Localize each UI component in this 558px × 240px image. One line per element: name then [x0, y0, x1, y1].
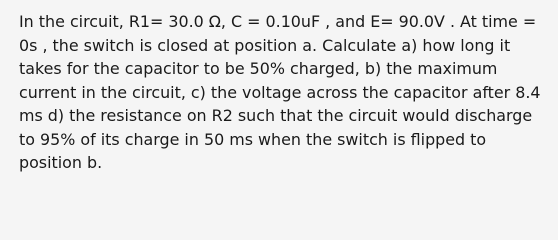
question-line: to 95% of its charge in 50 ms when the switch is flipped to: [19, 129, 487, 149]
question-line: position b.: [19, 153, 103, 172]
question-line: current in the circuit, c) the voltage across the capacitor after 8.4: [19, 82, 541, 102]
question-line: takes for the capacitor to be 50% charged, b) the maximum: [19, 59, 498, 78]
question-line: ms d) the resistance on R2 such that the circuit would discharge: [19, 106, 533, 125]
question-text: [19, 10, 549, 175]
question-line: In the circuit, R1= 30.0 Ω, C = 0.10uF , and E= 90.0V . At time =: [19, 12, 537, 31]
question-line: 0s , the switch is closed at position a. Calculate a) how long it: [19, 35, 511, 55]
